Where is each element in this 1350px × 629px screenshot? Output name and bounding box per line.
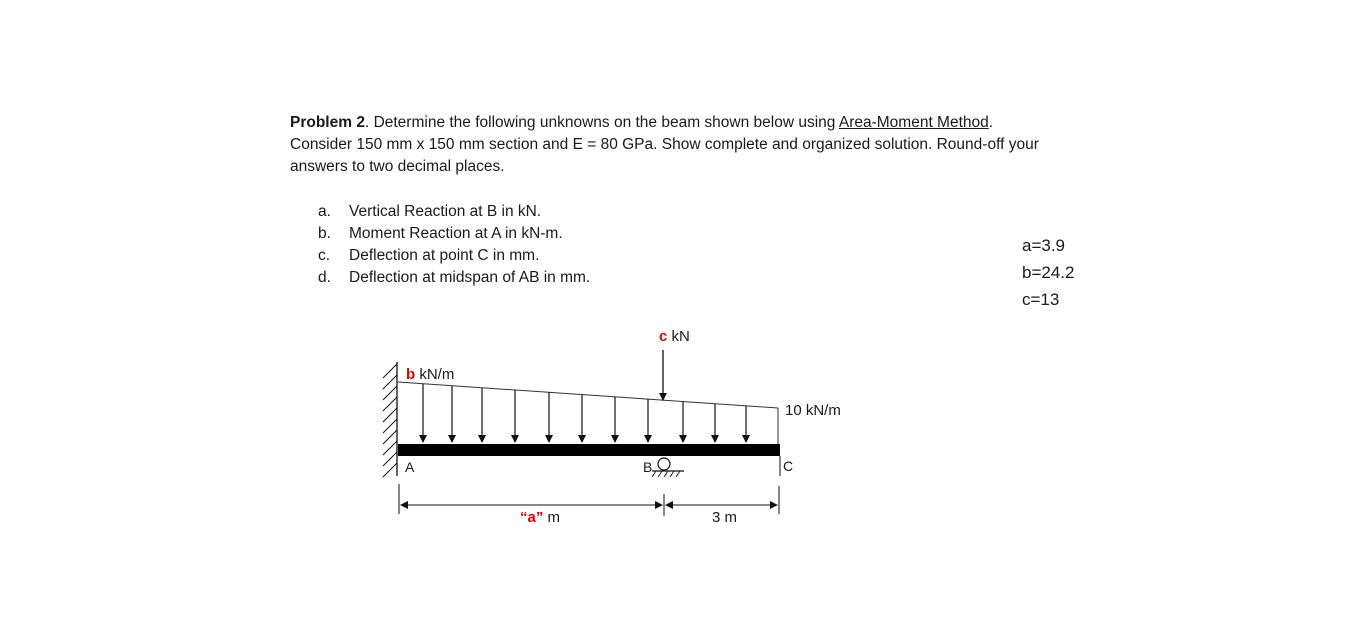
problem-intro: . Determine the following unknowns on the beam shown below using <box>364 114 839 131</box>
load-left-label <box>406 366 454 383</box>
given-c: c=13 <box>1022 290 1060 309</box>
list-item-text: Moment Reaction at A in kN-m. <box>349 225 563 242</box>
point-load-unit: kN <box>667 328 690 345</box>
method-name: Area-Moment Method <box>838 114 989 131</box>
list-item-text: Deflection at point C in mm. <box>349 247 540 264</box>
problem-line-2: Consider 150 mm x 150 mm section and E = 80 GPa. Show complete and organized solution. Round-off your answers to two decimal places. <box>290 136 1039 175</box>
load-left-variable: b <box>406 366 416 383</box>
dim-bc-label: 3 m <box>712 509 738 526</box>
beam <box>398 444 780 456</box>
list-marker: a. <box>318 203 331 220</box>
load-left-unit: kN/m <box>415 366 455 383</box>
list-item-text: Deflection at midspan of AB in mm. <box>349 269 591 286</box>
list-marker: c. <box>318 247 331 264</box>
label-b: B <box>643 459 653 475</box>
label-c: C <box>783 458 794 474</box>
load-right-label: 10 kN/m <box>785 402 841 419</box>
dim-ab-variable: “a” <box>520 509 544 526</box>
problem-label: Problem 2 <box>290 114 365 131</box>
given-a: a=3.9 <box>1022 236 1066 255</box>
given-b: b=24.2 <box>1022 263 1075 282</box>
list-marker: d. <box>318 269 331 286</box>
fixed-support-wall <box>383 362 397 477</box>
point-load-variable: c <box>659 328 668 345</box>
problem-period: . <box>988 114 994 131</box>
dim-ab-unit: m <box>543 509 561 526</box>
list-item-text: Vertical Reaction at B in kN. <box>349 203 542 220</box>
dim-ab-label <box>520 509 560 526</box>
roller-support <box>652 458 684 477</box>
label-a: A <box>405 459 415 475</box>
point-load-label <box>659 328 690 345</box>
list-marker: b. <box>318 225 331 242</box>
distributed-load <box>398 382 778 444</box>
